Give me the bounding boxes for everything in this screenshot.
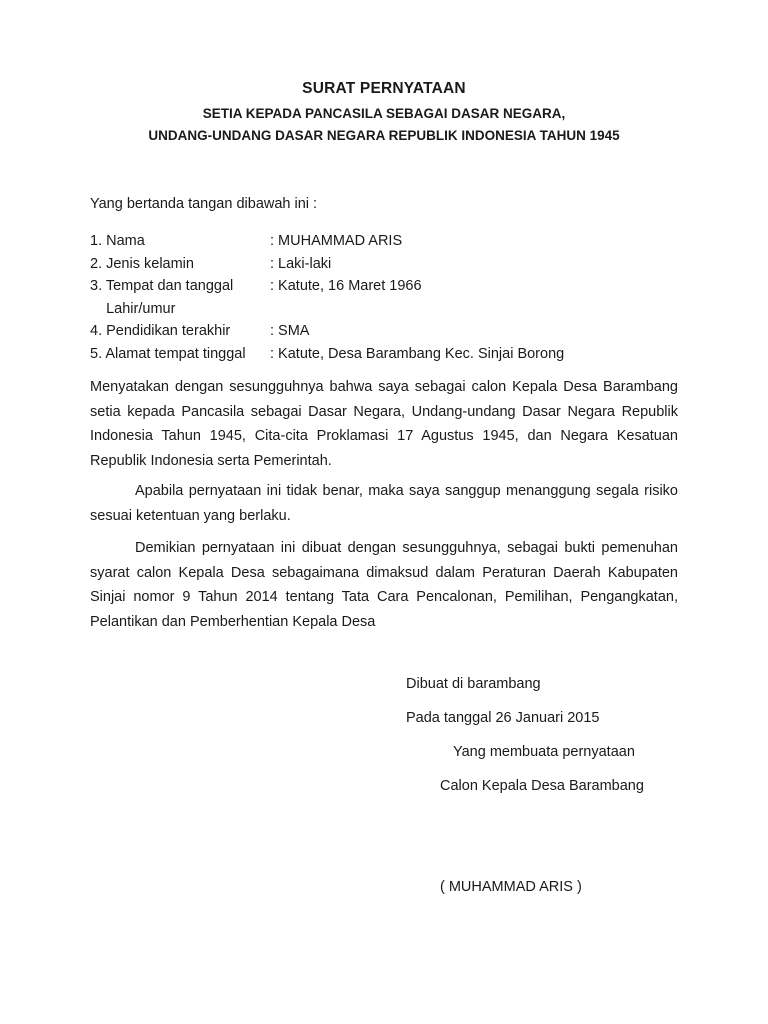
signature-role: Calon Kepala Desa Barambang: [440, 778, 644, 794]
field-row-name: [90, 230, 690, 253]
document-subtitle-line1: SETIA KEPADA PANCASILA SEBAGAI DASAR NEGARA,: [202, 106, 566, 121]
field-row-birth: [90, 275, 690, 298]
field-value-gender: : Laki-laki: [270, 255, 332, 272]
document-subtitle-line2: UNDANG-UNDANG DASAR NEGARA REPUBLIK INDONESIA TAHUN 1945: [148, 128, 620, 143]
signature-place: Dibuat di barambang: [406, 676, 541, 692]
field-value-address: : Katute, Desa Barambang Kec. Sinjai Borong: [270, 345, 565, 362]
document-title: SURAT PERNYATAAN: [302, 80, 466, 97]
field-value-birth: : Katute, 16 Maret 1966: [270, 278, 422, 294]
signature-name: ( MUHAMMAD ARIS ): [440, 879, 582, 895]
field-label-gender: 2. Jenis kelamin: [90, 255, 194, 272]
identity-fields: [90, 230, 690, 365]
field-row-birth-cont: [90, 298, 690, 321]
signature-maker: Yang membuata pernyataan: [453, 744, 635, 760]
statement-paragraph: Menyatakan dengan sesungguhnya bahwa saya sebagai calon Kepala Desa Barambang setia kepada Pancasila sebagai Dasar Negara, Undang-undang Dasar Negara Republik Indonesia Tahun 1945, Cita-cita Proklamasi 17 Agustus 1945, dan Negara Kesatuan Republik Indonesia serta Pemerintah.: [90, 379, 678, 469]
field-value-name: : MUHAMMAD ARIS: [270, 233, 403, 249]
signature-date: Pada tanggal 26 Januari 2015: [406, 710, 600, 726]
field-row-address: [90, 343, 690, 366]
intro-text: Yang bertanda tangan dibawah ini :: [90, 196, 318, 212]
field-row-gender: [90, 253, 690, 276]
field-label-birth-cont: Lahir/umur: [90, 300, 176, 317]
field-row-education: [90, 320, 690, 343]
field-label-education: 4. Pendidikan terakhir: [90, 323, 231, 339]
consequence-paragraph: Apabila pernyataan ini tidak benar, maka saya sanggup menanggung segala risiko sesuai ketentuan yang berlaku.: [90, 483, 678, 524]
field-value-education: : SMA: [270, 323, 310, 339]
field-label-birth: 3. Tempat dan tanggal: [90, 278, 234, 294]
field-label-name: 1. Nama: [90, 233, 145, 249]
field-label-address: 5. Alamat tempat tinggal: [90, 345, 246, 362]
closing-paragraph: Demikian pernyataan ini dibuat dengan sesungguhnya, sebagai bukti pemenuhan syarat calon Kepala Desa sebagaimana dimaksud dalam Peraturan Daerah Kabupaten Sinjai nomor 9 Tahun 2014 tentang Tata Cara Pencalonan, Pemilihan, Pengangkatan, Pelantikan dan Pemberhentian Kepala Desa: [90, 540, 678, 630]
